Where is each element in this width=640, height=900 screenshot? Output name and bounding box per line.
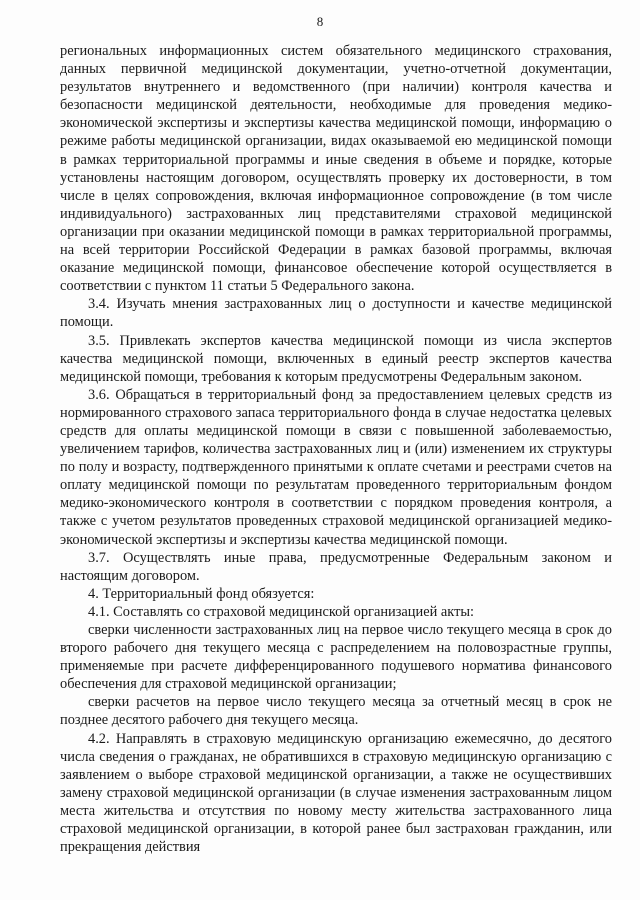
paragraph-4: 4. Территориальный фонд обязуется: — [88, 585, 315, 602]
paragraph-3-4: 3.4. Изучать мнения застрахованных лиц о доступности и качестве медицинской помощи. — [60, 296, 612, 331]
paragraph-4-2: 4.2. Направлять в страховую медицинскую организацию ежемесячно, до десятого числа сведения о гражданах, не обратившихся в страховую медицинскую организацию с заявлением о выборе страховой медицинской организации, а также не осуществивших замену страховой медицинской организации (в случае изменения застрахованным лицом места жительства и отсутствия по новому месту жительства застрахованного лица страховой медицинской организации, в которой ранее был застрахован гражданин, или прекращения действия — [60, 730, 612, 856]
paragraph-3-5: 3.5. Привлекать экспертов качества медицинской помощи из числа экспертов качества медицинской помощи, включенных в единый реестр экспертов качества медицинской помощи, требования к которым предусмотрены Федеральным законом. — [60, 332, 612, 385]
paragraph-3-7: 3.7. Осуществлять иные права, предусмотренные Федеральным законом и настоящим договором. — [60, 549, 612, 584]
paragraph-4-1-item-1: сверки численности застрахованных лиц на первое число текущего месяца в срок до второго рабочего дня текущего месяца с распределением на половозрастные группы, применяемые при расчете дифференцированного подушевого норматива финансового обеспечения для страховой медицинской организации; — [60, 622, 612, 693]
paragraph-continued: региональных информационных систем обязательного медицинского страхования, данных первичной медицинской документации, учетно-отчетной документации, результатов внутреннего и ведомственного (при наличии) контроля качества и безопасности медицинской деятельности, необходимые для проведения медико-экономической экспертизы и экспертизы качества медицинской помощи, информацию о режиме работы медицинской организации, видах оказываемой ею медицинской помощи в рамках территориальной программы и иные сведения в объеме и порядке, которые установлены настоящим договором, осуществлять проверку их достоверности, в том числе в целях сопровождения, включая информационное сопровождение (в том числе индивидуального) застрахованных лиц представителями страховой медицинской организации при оказании медицинской помощи в рамках территориальной программы, на всей территории Российской Федерации в рамках базовой программы, включая оказание медицинской помощи, финансовое обеспечение которой осуществляется в соответствии с пунктом 11 статьи 5 Федерального закона. — [60, 43, 612, 295]
page-number: 8 — [316, 14, 324, 29]
paragraph-4-1-item-2: сверки расчетов на первое число текущего месяца за отчетный месяц в срок не позднее десятого рабочего дня текущего месяца. — [60, 694, 612, 729]
paragraph-4-1: 4.1. Составлять со страховой медицинской организацией акты: — [88, 603, 475, 620]
paragraph-3-6: 3.6. Обращаться в территориальный фонд за предоставлением целевых средств из нормированного страхового запаса территориального фонда в случае недостатка целевых средств для оплаты медицинской помощи в связи с повышенной заболеваемостью, увеличением тарифов, количества застрахованных лиц и (или) изменением их структуры по полу и возрасту, подтвержденного принятыми к оплате счетами и реестрами счетов на оплату медицинской помощи по результатам проведенного территориальным фондом медико-экономического контроля в соответствии с порядком проведения контроля, а также с учетом результатов проведенных страховой медицинской организацией медико-экономической экспертизы и экспертизы качества медицинской помощи. — [60, 386, 612, 548]
document-body — [60, 42, 612, 856]
